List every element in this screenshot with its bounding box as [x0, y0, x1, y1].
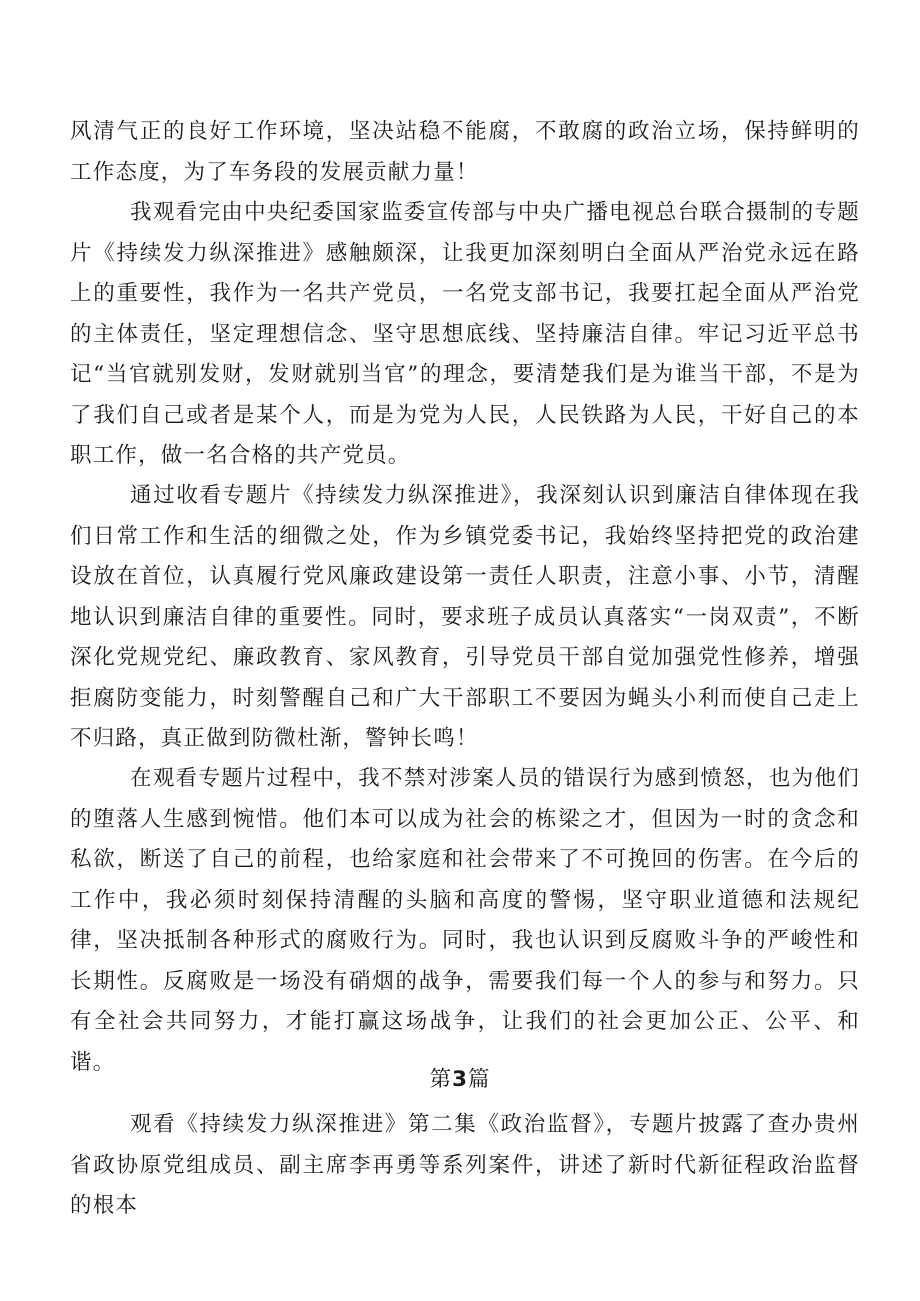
section-heading — [0, 1060, 920, 1101]
section-heading-prefix: 第 — [429, 1067, 453, 1092]
paragraph: 在观看专题片过程中，我不禁对涉案人员的错误行为感到愤怒，也为他们的堕落人生感到惋惜。他们本可以成为社会的栋梁之才，但因为一时的贪念和私欲，断送了自己的前程，也给家庭和社会带来了不可挽回的伤害。在今后的工作中，我必须时刻保持清醒的头脑和高度的警惕，坚守职业道德和法规纪律，坚决抵制各种形式的腐败行为。同时，我也认识到反腐败斗争的严峻性和长期性。反腐败是一场没有硝烟的战争，需要我们每一个人的参与和努力。只有全社会共同努力，才能打赢这场战争，让我们的社会更加公正、公平、和谐。 — [70, 766, 860, 1075]
section-paragraph: 观看《持续发力纵深推进》第二集《政治监督》，专题片披露了查办贵州省政协原党组成员、副主席李再勇等系列案件，讲述了新时代新征程政治监督的根本 — [70, 1112, 860, 1218]
section-heading-number: 3 — [452, 1067, 468, 1092]
paragraph: 我观看完由中央纪委国家监委宣传部与中央广播电视总台联合摄制的专题片《持续发力纵深推进》感触颇深，让我更加深刻明白全面从严治党永远在路上的重要性，我作为一名共产党员，一名党支部书记，我要扛起全面从严治党的主体责任，坚定理想信念、坚守思想底线、坚持廉洁自律。牢记习近平总书记“当官就别发财，发财就别当官”的理念，要清楚我们是为谁当干部，不是为了我们自己或者是某个人，而是为党为人民，人民铁路为人民，干好自己的本职工作，做一名合格的共产党员。 — [70, 200, 860, 468]
paragraph-continuation: 风清气正的良好工作环境，坚决站稳不能腐，不敢腐的政治立场，保持鲜明的工作态度，为了车务段的发展贡献力量！ — [70, 119, 860, 185]
section-heading-suffix: 篇 — [467, 1067, 491, 1092]
paragraph: 通过收看专题片《持续发力纵深推进》，我深刻认识到廉洁自律体现在我们日常工作和生活的细微之处，作为乡镇党委书记，我始终坚持把党的政治建设放在首位，认真履行党风廉政建设第一责任人职责，注意小事、小节，清醒地认识到廉洁自律的重要性。同时，要求班子成员认真落实“一岗双责”，不断深化党规党纪、廉政教育、家风教育，引导党员干部自觉加强党性修养，增强拒腐防变能力，时刻警醒自己和广大干部职工不要因为蝇头小利而使自己走上不归路，真正做到防微杜渐，警钟长鸣！ — [70, 483, 860, 751]
